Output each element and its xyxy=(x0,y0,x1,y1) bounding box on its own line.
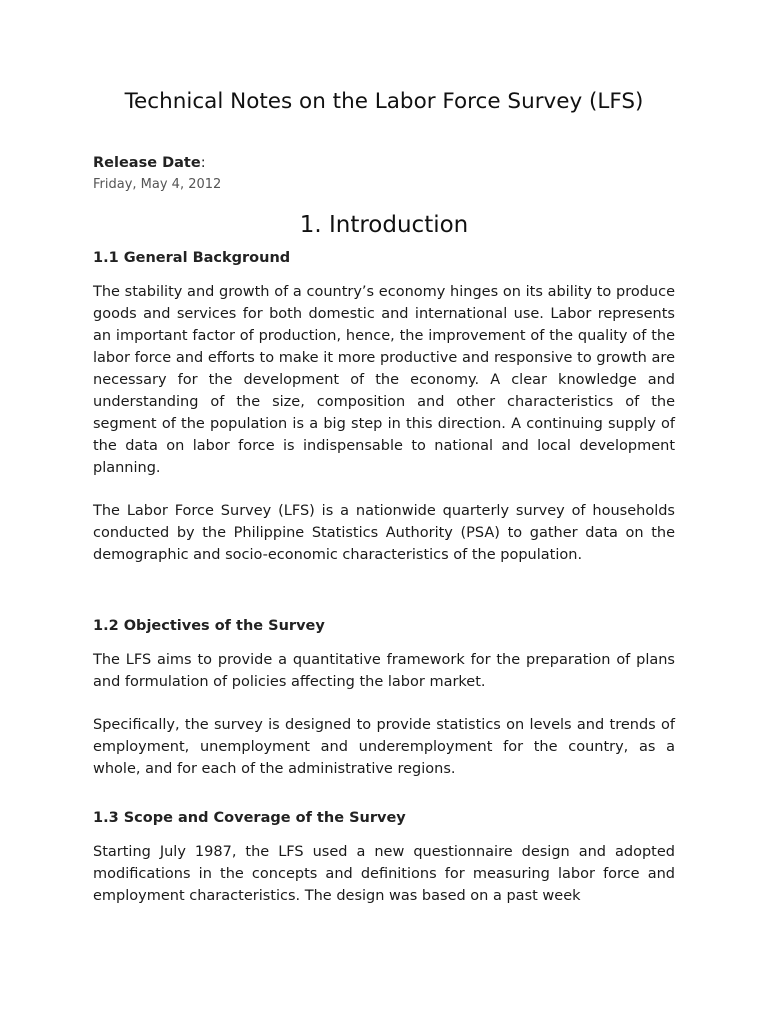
paragraph-objectives-2: Specifically, the survey is designed to provide statistics on levels and trends of employment, unemployment and underemployment for the country, as a whole, and for each of the administrative regions. xyxy=(93,717,675,777)
subsection-heading-objectives: 1.2 Objectives of the Survey xyxy=(93,618,325,634)
release-date-label-colon: : xyxy=(200,155,206,171)
paragraph-general-background-2: The Labor Force Survey (LFS) is a nationwide quarterly survey of households conducted by the Philippine Statistics Authority (PSA) to gather data on the demographic and socio-economic characteristics of the population. xyxy=(93,503,675,563)
release-date-value: Friday, May 4, 2012 xyxy=(93,177,222,192)
subsection-heading-scope-coverage: 1.3 Scope and Coverage of the Survey xyxy=(93,810,406,826)
section-title-introduction: 1. Introduction xyxy=(299,212,469,238)
release-date-label-text: Release Date xyxy=(93,155,201,171)
subsection-heading-general-background: 1.1 General Background xyxy=(93,250,291,266)
paragraph-general-background-1: The stability and growth of a country’s economy hinges on its ability to produce goods and services for both domestic and international use. Labor represents an important factor of production, hence, the improvement of the quality of the labor force and efforts to make it more productive and responsive to growth are necessary for the development of the economy. A clear knowledge and understanding of the size, composition and other characteristics of the segment of the population is a big step in this direction. A continuing supply of the data on labor force is indispensable to national and local development planning. xyxy=(93,284,675,476)
paragraph-scope-coverage-1: Starting July 1987, the LFS used a new questionnaire design and adopted modifications in the concepts and definitions for measuring labor force and employment characteristics. The design was based on a past week xyxy=(93,844,675,904)
document-title: Technical Notes on the Labor Force Survey (LFS) xyxy=(124,89,644,114)
paragraph-objectives-1: The LFS aims to provide a quantitative framework for the preparation of plans and formulation of policies affecting the labor market. xyxy=(93,652,675,690)
release-date-label xyxy=(93,153,206,173)
